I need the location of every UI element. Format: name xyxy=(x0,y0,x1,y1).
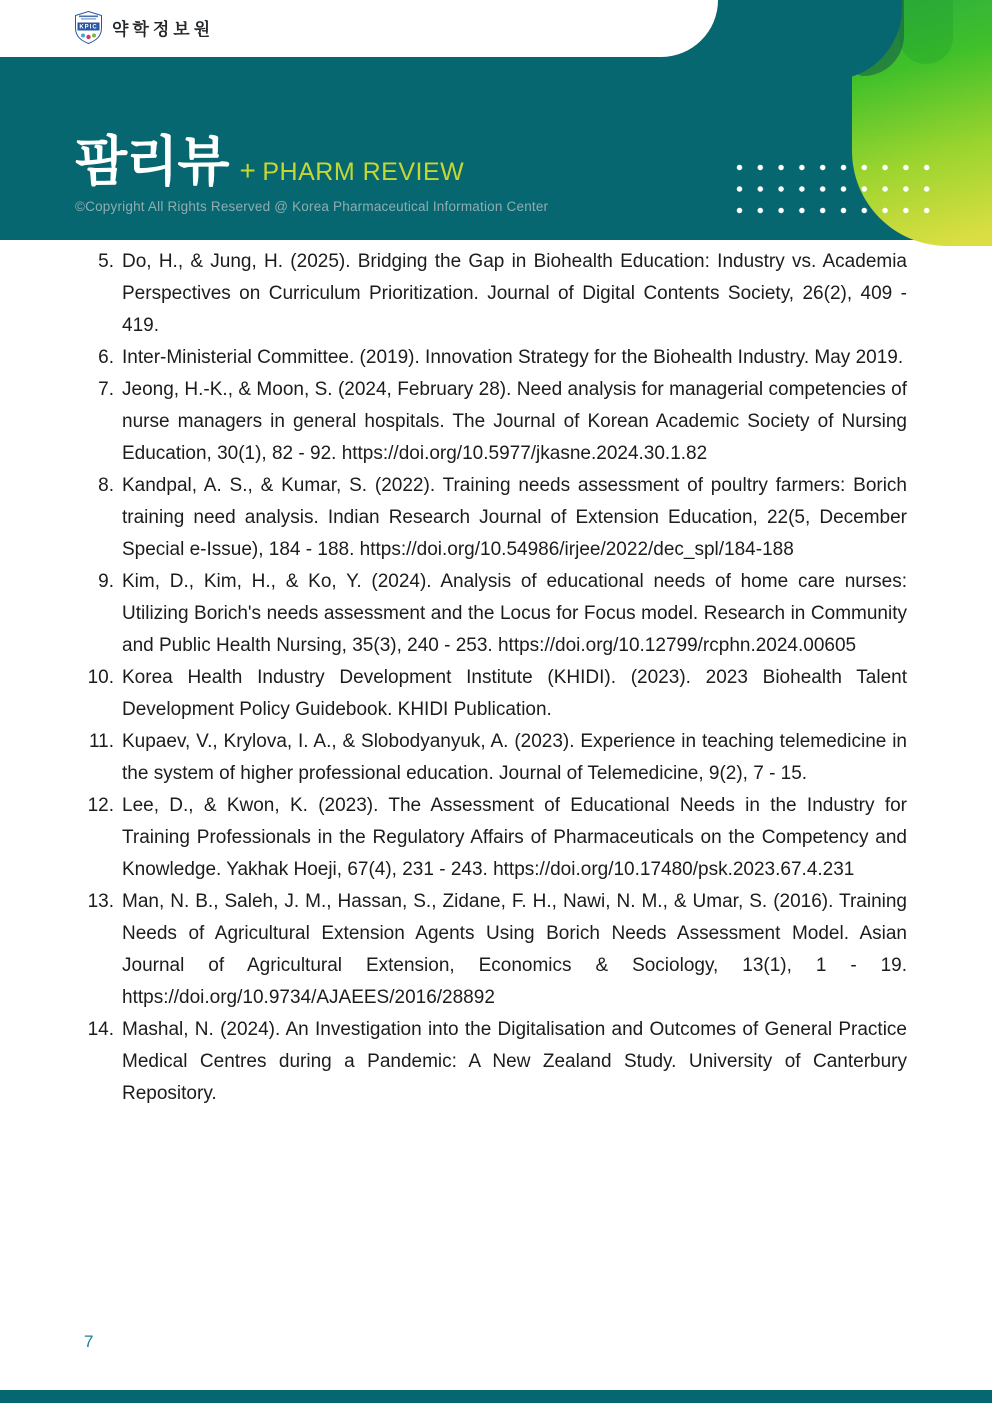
org-name: 약학정보원 xyxy=(112,20,215,39)
reference-text: Inter-Ministerial Committee. (2019). Innovation Strategy for the Biohealth Industry. May 2019. xyxy=(122,347,904,368)
kpic-shield-icon xyxy=(75,11,102,44)
reference-item xyxy=(85,374,907,470)
reference-text: Korea Health Industry Development Institute (KHIDI). (2023). 2023 Biohealth Talent Development Policy Guidebook. KHIDI Publication. xyxy=(122,667,907,720)
reference-text: Mashal, N. (2024). An Investigation into the Digitalisation and Outcomes of General Practice Medical Centres during a Pandemic: A New Zealand Study. University of Canterbury Repository. xyxy=(122,1019,907,1104)
brand-title-english-text: PHARM REVIEW xyxy=(262,158,465,187)
reference-text: Kupaev, V., Krylova, I. A., & Slobodyanyuk, A. (2023). Experience in teaching telemedicine in the system of higher professional education. Journal of Telemedicine, 9(2), 7 - 15. xyxy=(122,731,907,784)
brand-title-korean: 팜리뷰 xyxy=(75,132,229,192)
bottom-bar xyxy=(0,1390,992,1403)
copyright-text: ©Copyright All Rights Reserved @ Korea Pharmaceutical Information Center xyxy=(75,199,549,215)
reference-item xyxy=(85,726,907,790)
page-header xyxy=(0,0,992,240)
page-number: 7 xyxy=(84,1332,94,1351)
reference-item xyxy=(85,1014,907,1110)
references-section xyxy=(85,246,907,1110)
banner-text-block xyxy=(75,132,549,215)
reference-number: 11. xyxy=(88,731,114,752)
reference-text: Jeong, H.-K., & Moon, S. (2024, February 28). Need analysis for managerial competencies of nurse managers in general hospitals. The Journal of Korean Academic Society of Nursing Education, 30(1), 82 - 92. https://doi.org/10.5977/jkasne.2024.30.1.82 xyxy=(122,379,907,464)
reference-text: Do, H., & Jung, H. (2025). Bridging the Gap in Biohealth Education: Industry vs. Academia Perspectives on Curriculum Prioritization. Journal of Digital Contents Society, 26(2), 409 - 419. xyxy=(122,251,907,336)
green-accent-overlay xyxy=(899,0,953,64)
reference-item xyxy=(85,790,907,886)
reference-number: 10. xyxy=(87,667,114,688)
reference-text: Man, N. B., Saleh, J. M., Hassan, S., Zidane, F. H., Nawi, N. M., & Umar, S. (2016). Training Needs of Agricultural Extension Agents Using Borich Needs Assessment Model. Asian Journal of Agricultural Extension, Economics & Sociology, 13(1), 1 - 19. https://doi.org/10.9734/AJAEES/2016/28892 xyxy=(122,891,907,1008)
reference-item xyxy=(85,566,907,662)
reference-number: 13. xyxy=(87,891,114,912)
plus-sign: + xyxy=(239,155,257,187)
top-white-strip xyxy=(0,0,718,57)
reference-item xyxy=(85,246,907,342)
kpic-shield-label: KPIC xyxy=(79,24,98,31)
reference-number: 7. xyxy=(98,379,114,400)
references-list xyxy=(85,246,907,1110)
reference-text: Kim, D., Kim, H., & Ko, Y. (2024). Analysis of educational needs of home care nurses: Utilizing Borich's needs assessment and the Locus for Focus model. Research in Community and Public Health Nursing, 35(3), 240 - 253. https://doi.org/10.12799/rcphn.2024.00605 xyxy=(122,571,907,656)
reference-text: Kandpal, A. S., & Kumar, S. (2022). Training needs assessment of poultry farmers: Borich training need analysis. Indian Research Journal of Extension Education, 22(5, December Special e-Issue), 184 - 188. https://doi.org/10.54986/irjee/2022/dec_spl/184-188 xyxy=(122,475,907,560)
reference-item xyxy=(85,662,907,726)
reference-number: 8. xyxy=(98,475,114,496)
reference-text: Lee, D., & Kwon, K. (2023). The Assessment of Educational Needs in the Industry for Training Professionals in the Regulatory Affairs of Pharmaceuticals on the Competency and Knowledge. Yakhak Hoeji, 67(4), 231 - 243. https://doi.org/10.17480/psk.2023.67.4.231 xyxy=(122,795,907,880)
kpic-logo xyxy=(75,11,214,44)
reference-item xyxy=(85,342,907,374)
reference-number: 6. xyxy=(98,347,114,368)
reference-item xyxy=(85,470,907,566)
reference-number: 9. xyxy=(98,571,114,592)
reference-number: 5. xyxy=(98,251,114,272)
reference-number: 12. xyxy=(87,795,114,816)
reference-item xyxy=(85,886,907,1014)
dot-grid-decoration xyxy=(736,164,934,224)
reference-number: 14. xyxy=(87,1019,114,1040)
brand-title-english xyxy=(240,157,465,188)
